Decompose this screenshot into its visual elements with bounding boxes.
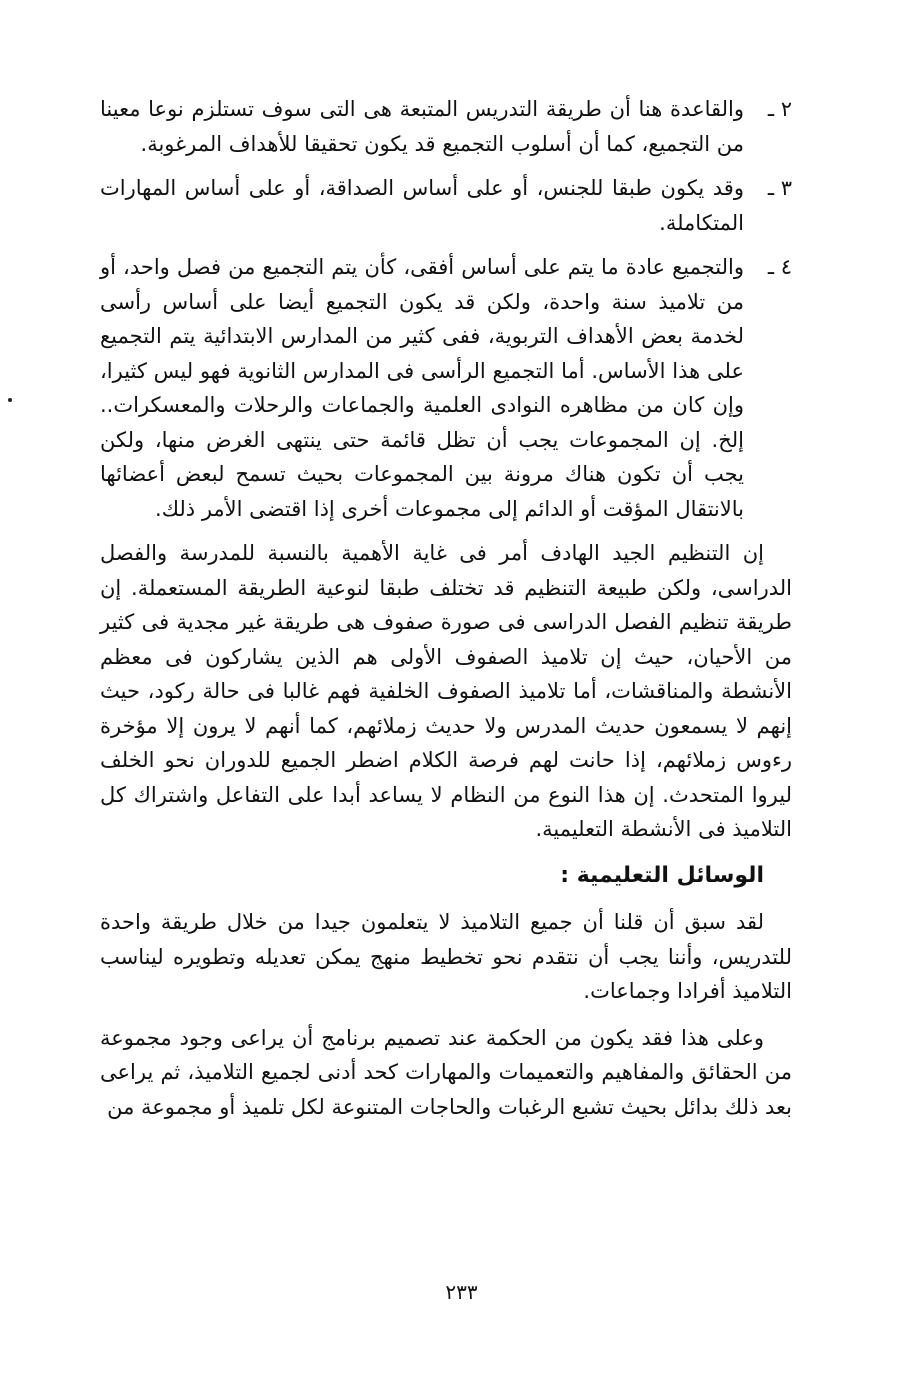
paragraph-means-2: وعلى هذا فقد يكون من الحكمة عند تصميم برنامج أن يراعى وجود مجموعة من الحقائق والمفاهيم والتعميمات والمهارات كحد أدنى لجميع التلاميذ، ثم يراعى بعد ذلك بدائل بحيث تشبع الرغبات والحاجات المتنوعة لكل تلميذ أو مجموعة من: [100, 1025, 792, 1119]
paragraph-means-1: لقد سبق أن قلنا أن جميع التلاميذ لا يتعلمون جيدا من خلال طريقة واحدة للتدريس، وأننا يجب أن نتقدم نحو تخطيط منهج يمكن تعديله وتطويره ليناسب التلاميذ أفرادا وجماعات.: [100, 910, 792, 1003]
list-item-4: [100, 250, 792, 526]
paragraph-organization: إن التنظيم الجيد الهادف أمر فى غاية الأهمية بالنسبة للمدرسة والفصل الدراسى، ولكن طبيعة التنظيم قد تختلف طبقا لنوعية الطريقة المستعملة. إن طريقة تنظيم الفصل الدراسى فى صورة صفوف هى طريقة غير مجدية فى كثير من الأحيان، حيث إن تلاميذ الصفوف الأولى هم الذين يشاركون فى معظم الأنشطة والمناقشات، أما تلاميذ الصفوف الخلفية فهم غالبا فى حالة ركود، حيث إنهم لا يسمعون حديث المدرس ولا حديث زملائهم، كما أنهم لا يرون إلا مؤخرة رءوس زملائهم، إذا حانت لهم فرصة الكلام اضطر الجميع للدوران نحو الخلف ليروا المتحدث. إن هذا النوع من النظام لا يساعد أبدا على التفاعل واشتراك كل التلاميذ فى الأنشطة التعليمية.: [100, 541, 792, 841]
list-item-2: [100, 92, 792, 161]
list-item-text: وقد يكون طبقا للجنس، أو على أساس الصداقة، أو على أساس المهارات المتكاملة.: [100, 176, 744, 235]
list-item-text: والتجميع عادة ما يتم على أساس أفقى، كأن يتم التجميع من فصل واحد، أو من تلاميذ سنة واحدة، ولكن قد يكون التجميع أيضا على أساس رأسى لخدمة بعض الأهداف التربوية، ففى كثير من المدارس الابتدائية يتم التجميع على هذا الأساس. أما التجميع الرأسى فى المدارس الثانوية فهو ليس كثيرا، وإن كان من مظاهره النوادى العلمية والجماعات والرحلات والمعسكرات.. إلخ. إن المجموعات يجب أن تظل قائمة حتى ينتهى الغرض منها، ولكن يجب أن تكون هناك مرونة بين المجموعات بحيث تسمح لبعض أعضائها بالانتقال المؤقت أو الدائم إلى مجموعات أخرى إذا اقتضى الأمر ذلك.: [100, 255, 744, 521]
list-item-number: ٣ ـ: [767, 176, 792, 200]
list-item-3: [100, 171, 792, 240]
section-heading: الوسائل التعليمية :: [560, 862, 764, 888]
list-item-number: ٢ ـ: [767, 97, 792, 121]
page-body: [100, 92, 792, 1136]
margin-speck: [8, 398, 12, 402]
list-item-number: ٤ ـ: [767, 255, 792, 279]
page-number: ٢٣٣: [445, 1280, 478, 1304]
list-item-text: والقاعدة هنا أن طريقة التدريس المتبعة هى التى سوف تستلزم نوعا معينا من التجميع، كما أن أسلوب التجميع قد يكون تحقيقا للأهداف المرغوبة.: [100, 97, 744, 156]
